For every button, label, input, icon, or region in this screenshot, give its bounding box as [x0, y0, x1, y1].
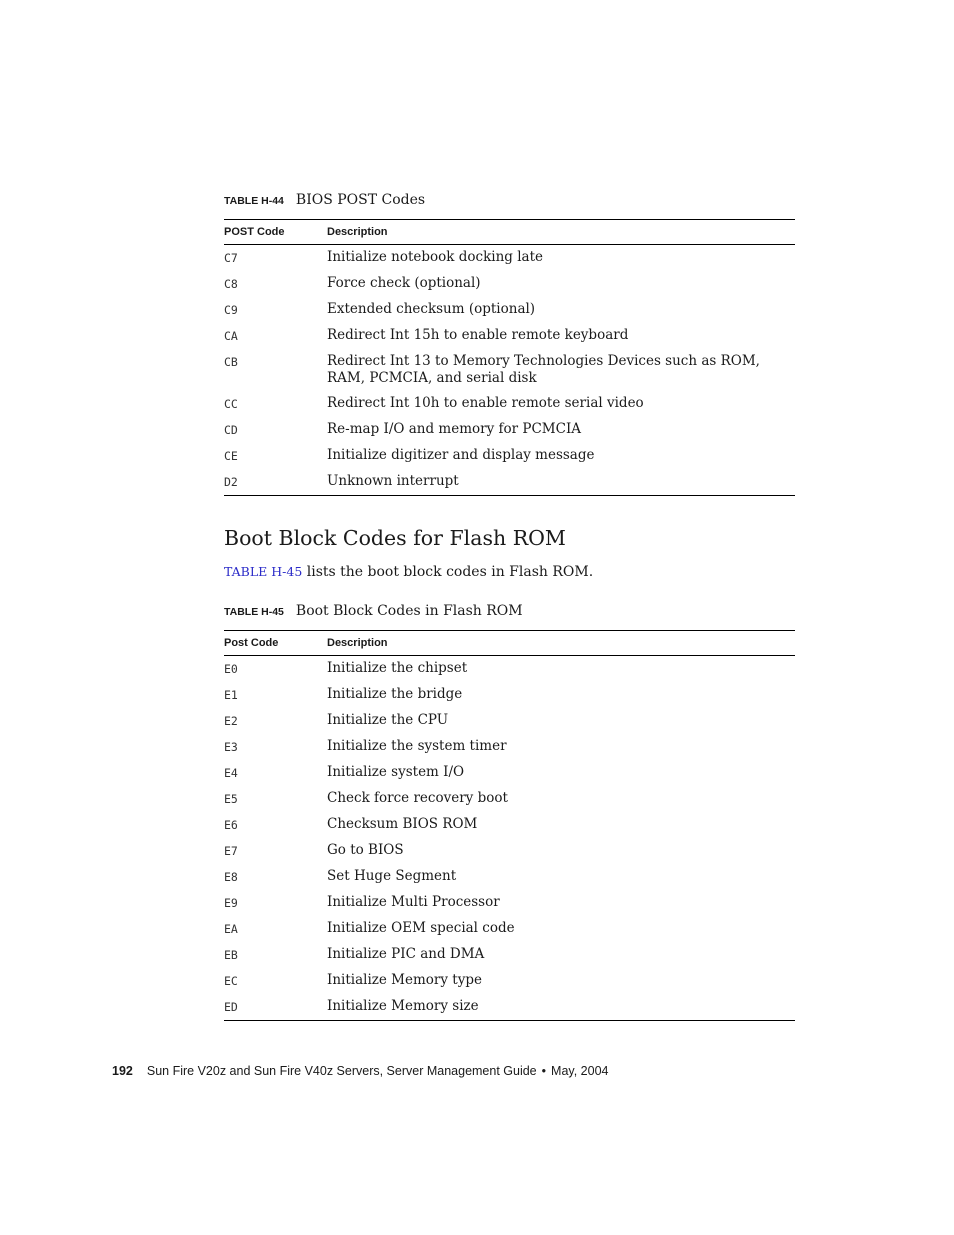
code-description: Initialize Memory size — [327, 998, 479, 1014]
code-description: Initialize the bridge — [327, 686, 463, 702]
table-row — [224, 271, 795, 297]
post-code: CC — [224, 397, 238, 411]
post-code: E4 — [224, 766, 238, 780]
post-code: E3 — [224, 740, 238, 754]
code-description: Unknown interrupt — [327, 473, 459, 489]
table-row — [224, 656, 795, 682]
table-row — [224, 786, 795, 812]
table-header — [224, 220, 795, 245]
code-description: Redirect Int 15h to enable remote keyboard — [327, 327, 629, 343]
table-row — [224, 760, 795, 786]
table-cross-reference-link[interactable]: TABLE H-45 — [224, 564, 303, 579]
code-description: Initialize Multi Processor — [327, 894, 500, 910]
table-row — [224, 994, 795, 1020]
post-code: E1 — [224, 688, 238, 702]
paragraph-text: lists the boot block codes in Flash ROM. — [302, 564, 594, 580]
post-code: CE — [224, 449, 238, 463]
column-header-code: Post Code — [224, 637, 279, 649]
page-number: 192 — [112, 1064, 133, 1078]
page-footer — [112, 1064, 608, 1079]
code-description: Initialize the chipset — [327, 660, 468, 676]
table-row — [224, 838, 795, 864]
code-description: Initialize PIC and DMA — [327, 946, 485, 962]
code-description: Checksum BIOS ROM — [327, 816, 478, 832]
table-row — [224, 942, 795, 968]
post-code: E0 — [224, 662, 238, 676]
table-title: Boot Block Codes in Flash ROM — [295, 603, 523, 619]
code-description: Initialize notebook docking late — [327, 249, 544, 265]
code-description: Initialize the system timer — [327, 738, 507, 754]
table-label: TABLE H-45 — [224, 606, 284, 618]
section-heading: Boot Block Codes for Flash ROM — [224, 526, 566, 550]
table-row — [224, 469, 795, 495]
post-code: E9 — [224, 896, 238, 910]
post-code: C7 — [224, 251, 238, 265]
table-row — [224, 864, 795, 890]
post-code: EA — [224, 922, 238, 936]
table-header — [224, 631, 795, 656]
post-code: E8 — [224, 870, 238, 884]
post-code: E7 — [224, 844, 238, 858]
code-description: Initialize system I/O — [327, 764, 465, 780]
code-description: Redirect Int 10h to enable remote serial video — [327, 395, 644, 411]
post-code: D2 — [224, 475, 238, 489]
post-code: CA — [224, 329, 238, 343]
post-code: CD — [224, 423, 238, 437]
post-code: EC — [224, 974, 238, 988]
table-row — [224, 734, 795, 760]
table-row — [224, 968, 795, 994]
table-row — [224, 682, 795, 708]
table-row — [224, 245, 795, 271]
column-header-code: POST Code — [224, 226, 285, 238]
code-description: Force check (optional) — [327, 275, 481, 291]
table-caption — [224, 191, 425, 210]
table-row — [224, 297, 795, 323]
code-description: Extended checksum (optional) — [327, 301, 536, 317]
post-code: ED — [224, 1000, 238, 1014]
footer-bullet: • — [541, 1064, 547, 1078]
footer-date: May, 2004 — [551, 1064, 609, 1078]
post-code: E5 — [224, 792, 238, 806]
table-row — [224, 349, 795, 391]
column-header-description: Description — [327, 637, 388, 649]
post-code: CB — [224, 355, 238, 369]
code-description: Initialize Memory type — [327, 972, 482, 988]
code-description: Initialize digitizer and display message — [327, 447, 595, 463]
section-paragraph — [224, 563, 593, 581]
post-code: EB — [224, 948, 238, 962]
code-description: Re-map I/O and memory for PCMCIA — [327, 421, 582, 437]
code-description: Initialize OEM special code — [327, 920, 515, 936]
post-code: C9 — [224, 303, 238, 317]
bios-post-codes-table — [224, 219, 795, 496]
table-row — [224, 323, 795, 349]
column-header-description: Description — [327, 226, 388, 238]
footer-title: Sun Fire V20z and Sun Fire V40z Servers, Server Management Guide — [146, 1064, 537, 1078]
table-title: BIOS POST Codes — [295, 192, 426, 208]
post-code: C8 — [224, 277, 238, 291]
post-code: E2 — [224, 714, 238, 728]
boot-block-codes-table — [224, 630, 795, 1021]
code-description: Initialize the CPU — [327, 712, 449, 728]
table-row — [224, 890, 795, 916]
table-row — [224, 443, 795, 469]
table-row — [224, 812, 795, 838]
table-row — [224, 417, 795, 443]
table-row — [224, 708, 795, 734]
code-description: Go to BIOS — [327, 842, 404, 858]
table-label: TABLE H-44 — [224, 195, 284, 207]
code-description: Set Huge Segment — [327, 868, 457, 884]
code-description: Redirect Int 13 to Memory Technologies Devices such as ROM, RAM, PCMCIA, and serial disk — [327, 353, 760, 386]
code-description: Check force recovery boot — [327, 790, 508, 806]
table-row — [224, 391, 795, 417]
table-row — [224, 916, 795, 942]
post-code: E6 — [224, 818, 238, 832]
table-caption — [224, 602, 523, 621]
